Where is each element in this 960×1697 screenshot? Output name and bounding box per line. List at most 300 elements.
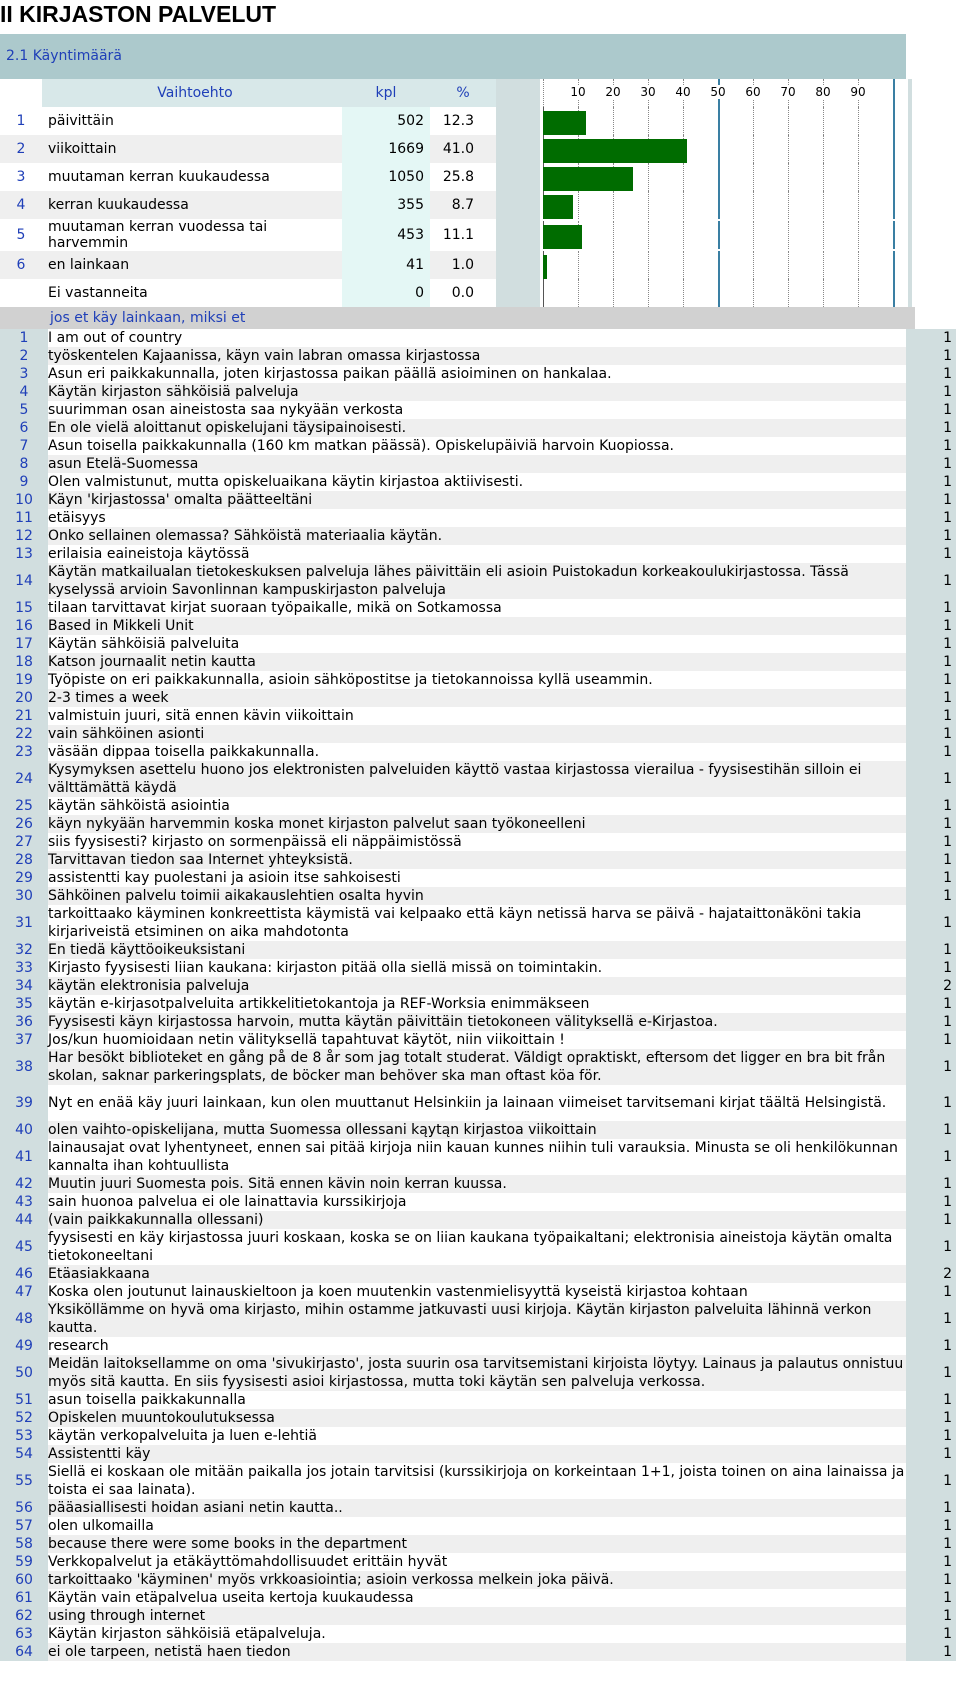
answer-count: 1: [906, 455, 956, 473]
option-end: [908, 219, 912, 251]
option-kpl: 0: [342, 279, 430, 307]
answer-row: [0, 869, 956, 887]
answer-row: [0, 437, 956, 455]
answer-row: [0, 887, 956, 905]
answer-count: 1: [906, 1391, 956, 1409]
answer-text: Har besökt biblioteket en gång på de 8 år som jag totalt studerat. Väldigt opraktiskt, eftersom det ligger en bra bit från skolan, saknar parkeringsplats, de böcker man behöver ska man oftast köa för.: [48, 1049, 906, 1085]
answer-count: 1: [906, 851, 956, 869]
option-pct: 8.7: [430, 191, 496, 219]
gridline: [823, 135, 824, 163]
answer-row: [0, 905, 956, 941]
option-gap: [496, 251, 540, 279]
answer-count: 2: [906, 977, 956, 995]
answer-text: using through internet: [48, 1607, 906, 1625]
answer-num: 58: [0, 1535, 48, 1553]
answer-num: 19: [0, 671, 48, 689]
answer-text: Käyn 'kirjastossa' omalta päätteeltäni: [48, 491, 906, 509]
answer-text: Koska olen joutunut lainauskieltoon ja koen muutenkin vastenmielisyyttä kyseistä kirjastoa kohtaan: [48, 1283, 906, 1301]
option-label: päivittäin: [42, 107, 342, 135]
gridline: [753, 135, 754, 163]
answer-count: 1: [906, 1049, 956, 1085]
answer-text: etäisyys: [48, 509, 906, 527]
answer-num: 3: [0, 365, 48, 383]
answer-count: 1: [906, 833, 956, 851]
option-label: viikoittain: [42, 135, 342, 163]
question-row: [0, 307, 915, 329]
answer-num: 26: [0, 815, 48, 833]
axis-tick-label: 60: [745, 85, 761, 99]
answer-row: [0, 797, 956, 815]
gridline: [683, 191, 684, 219]
gridline: [823, 163, 824, 191]
answer-count: 1: [906, 599, 956, 617]
answer-num: 29: [0, 869, 48, 887]
answer-num: 7: [0, 437, 48, 455]
option-row: [0, 251, 912, 279]
bar: [543, 139, 687, 163]
option-num: 4: [0, 191, 42, 219]
answer-text: fyysisesti en käy kirjastossa juuri koskaan, koska se on liian kaukana työpaikaltani; elektronisia aineistoja käytän omalta tietokoneeltani: [48, 1229, 906, 1265]
answer-text: (vain paikkakunnalla ollessani): [48, 1211, 906, 1229]
answer-num: 53: [0, 1427, 48, 1445]
answer-num: 48: [0, 1301, 48, 1337]
answer-count: 1: [906, 1031, 956, 1049]
answer-count: 1: [906, 869, 956, 887]
answer-row: [0, 1301, 956, 1337]
answer-row: [0, 1139, 956, 1175]
option-row: [0, 219, 912, 251]
question-num-cell: [0, 307, 44, 329]
answer-num: 36: [0, 1013, 48, 1031]
answer-row: [0, 1625, 956, 1643]
answer-num: 51: [0, 1391, 48, 1409]
axis-tick-label: 20: [605, 85, 621, 99]
answer-text: Jos/kun huomioidaan netin välityksellä tapahtuvat käytöt, niin viikoittain !: [48, 1031, 906, 1049]
answer-row: [0, 959, 956, 977]
option-gap: [496, 219, 540, 251]
option-chart-cell: [540, 251, 908, 279]
answer-num: 33: [0, 959, 48, 977]
answer-count: 1: [906, 1643, 956, 1661]
answer-count: 1: [906, 1211, 956, 1229]
answer-row: [0, 671, 956, 689]
axis-gridline: [543, 79, 544, 107]
answer-row: [0, 509, 956, 527]
answer-text: käytän elektronisia palveluja: [48, 977, 906, 995]
gridline: [613, 251, 614, 279]
answer-count: 1: [906, 797, 956, 815]
answer-num: 31: [0, 905, 48, 941]
answer-count: 1: [906, 725, 956, 743]
gridline: [613, 279, 614, 307]
answer-text: olen ulkomailla: [48, 1517, 906, 1535]
gridline: [718, 191, 720, 219]
answer-num: 34: [0, 977, 48, 995]
gridline: [683, 221, 684, 249]
answer-row: [0, 995, 956, 1013]
answer-row: [0, 1355, 956, 1391]
axis-tick-label: 30: [640, 85, 656, 99]
answer-row: [0, 491, 956, 509]
gridline: [858, 163, 859, 191]
chart-row: [540, 279, 908, 307]
answer-count: 1: [906, 743, 956, 761]
answer-text: Asun eri paikkakunnalla, joten kirjastossa paikan päällä asioiminen on hankalaa.: [48, 365, 906, 383]
answer-text: tarkoittaako 'käyminen' myös vrkkoasiointia; asioin verkossa melkein joka päivä.: [48, 1571, 906, 1589]
answer-row: [0, 1589, 956, 1607]
option-gap: [496, 191, 540, 219]
header-pct: %: [430, 79, 496, 107]
answer-text: Käytän kirjaston sähköisiä etäpalveluja.: [48, 1625, 906, 1643]
option-row: [0, 107, 912, 135]
answer-num: 21: [0, 707, 48, 725]
option-label: Ei vastanneita: [42, 279, 342, 307]
answer-text: tilaan tarvittavat kirjat suoraan työpaikalle, mikä on Sotkamossa: [48, 599, 906, 617]
answer-num: 38: [0, 1049, 48, 1085]
header-gap: [496, 79, 540, 107]
answer-count: 1: [906, 1445, 956, 1463]
answer-text: Onko sellainen olemassa? Sähköistä materiaalia käytän.: [48, 527, 906, 545]
option-kpl: 1050: [342, 163, 430, 191]
answer-count: 1: [906, 707, 956, 725]
chart-row: [540, 221, 908, 249]
answer-row: [0, 1283, 956, 1301]
answer-num: 37: [0, 1031, 48, 1049]
answer-text: Käytän matkailualan tietokeskuksen palveluja lähes päivittäin eli asioin Puistokadun korkeakoulukirjastossa. Tässä kyselyssä arvioin Savonlinnan kampuskirjaston palveluja: [48, 563, 906, 599]
gridline: [858, 107, 859, 135]
answer-row: [0, 563, 956, 599]
answer-text: Sähköinen palvelu toimii aikakauslehtien osalta hyvin: [48, 887, 906, 905]
option-pct: 11.1: [430, 219, 496, 251]
answer-count: 1: [906, 1175, 956, 1193]
answer-text: pääasiallisesti hoidan asiani netin kautta..: [48, 1499, 906, 1517]
gridline: [613, 107, 614, 135]
header-kpl: kpl: [342, 79, 430, 107]
answer-row: [0, 617, 956, 635]
gridline: [683, 163, 684, 191]
answer-num: 16: [0, 617, 48, 635]
option-chart-cell: [540, 135, 908, 163]
gridline: [823, 191, 824, 219]
gridline: [683, 279, 684, 307]
chart-row: [540, 191, 908, 219]
option-chart-cell: [540, 107, 908, 135]
answer-row: [0, 977, 956, 995]
answer-count: 1: [906, 329, 956, 347]
answer-row: [0, 1013, 956, 1031]
answer-row: [0, 1085, 956, 1121]
answer-count: 1: [906, 437, 956, 455]
answer-row: [0, 365, 956, 383]
answer-num: 24: [0, 761, 48, 797]
gridline: [858, 251, 859, 279]
axis-tick-label: 70: [780, 85, 796, 99]
axis-tick-label: 50: [710, 85, 726, 99]
gridline: [543, 279, 544, 307]
chart-row: [540, 163, 908, 191]
answer-text: Siellä ei koskaan ole mitään paikalla jos jotain tarvitsisi (kurssikirjoja on korkeintaan 1+1, joista toinen on aina lainaissa ja toista ei saa lainata).: [48, 1464, 905, 1498]
gridline: [788, 191, 789, 219]
gridline: [648, 251, 649, 279]
option-chart-cell: [540, 219, 908, 251]
answer-text: Meidän laitoksellamme on oma 'sivukirjasto', josta suurin osa tarvitsemistani kirjoista löytyy. Lainaus ja palautus onnistuu myös sitä kautta. En siis fyysisesti asioi kirjastossa, mutta toki käytän sen palveluja verkossa.: [48, 1355, 906, 1391]
gridline: [648, 221, 649, 249]
answer-text: Yksiköllämme on hyvä oma kirjasto, mihin ostamme jatkuvasti uusi kirjoja. Käytän kirjaston palveluita lähinnä verkon kautta.: [48, 1301, 906, 1337]
answer-row: [0, 707, 956, 725]
answer-num: 8: [0, 455, 48, 473]
answer-count: 1: [906, 401, 956, 419]
gridline: [578, 191, 579, 219]
answer-row: [0, 1535, 956, 1553]
answer-row: [0, 851, 956, 869]
gridline: [613, 221, 614, 249]
gridline: [753, 191, 754, 219]
option-num: 5: [0, 219, 42, 251]
bar: [543, 195, 573, 219]
option-gap: [496, 107, 540, 135]
answer-num: 22: [0, 725, 48, 743]
answer-count: 1: [906, 1499, 956, 1517]
gridline: [893, 221, 895, 249]
answer-row: [0, 1049, 956, 1085]
answer-count: 1: [906, 689, 956, 707]
answer-text: erilaisia eaineistoja käytössä: [48, 545, 906, 563]
option-gap: [496, 279, 540, 307]
answer-row: [0, 1121, 956, 1139]
gridline: [648, 191, 649, 219]
gridline: [893, 251, 895, 279]
bar: [543, 225, 582, 249]
answer-num: 32: [0, 941, 48, 959]
answer-count: 1: [906, 1535, 956, 1553]
header-num-cell: [0, 79, 42, 107]
gridline: [683, 107, 684, 135]
option-kpl: 41: [342, 251, 430, 279]
answer-count: 1: [906, 1553, 956, 1571]
option-label: muutaman kerran kuukaudessa: [42, 163, 342, 191]
gridline: [858, 191, 859, 219]
gridline: [893, 107, 895, 135]
answer-row: [0, 1211, 956, 1229]
answer-num: 59: [0, 1553, 48, 1571]
answer-text: käytän e-kirjasotpalveluita artikkelitietokantoja ja REF-Worksia enimmäkseen: [48, 995, 906, 1013]
gridline: [718, 107, 720, 135]
option-end: [908, 163, 912, 191]
answer-count: 1: [906, 905, 956, 941]
answer-count: 1: [906, 1193, 956, 1211]
answer-num: 5: [0, 401, 48, 419]
gridline: [683, 251, 684, 279]
answer-num: 42: [0, 1175, 48, 1193]
answer-row: [0, 1553, 956, 1571]
gridline: [893, 279, 895, 307]
answer-row: [0, 1337, 956, 1355]
option-end: [908, 251, 912, 279]
question-table: [0, 307, 915, 329]
option-chart-cell: [540, 163, 908, 191]
header-end: [908, 79, 912, 107]
answer-text: Assistentti käy: [48, 1445, 906, 1463]
answer-num: 63: [0, 1625, 48, 1643]
answer-row: [0, 1427, 956, 1445]
answer-text: Based in Mikkeli Unit: [48, 617, 906, 635]
option-num: 3: [0, 163, 42, 191]
gridline: [788, 135, 789, 163]
gridline: [753, 107, 754, 135]
gridline: [823, 251, 824, 279]
answer-text: Käytän sähköisiä palveluita: [48, 635, 906, 653]
option-gap: [496, 163, 540, 191]
answer-text: Käytän vain etäpalvelua useita kertoja kuukaudessa: [48, 1589, 906, 1607]
chart-row: [540, 135, 908, 163]
answer-num: 1: [0, 329, 48, 347]
answer-count: 1: [906, 959, 956, 977]
gridline: [893, 163, 895, 191]
answer-num: 39: [0, 1085, 48, 1121]
answer-count: 1: [906, 1301, 956, 1337]
answer-count: 1: [906, 995, 956, 1013]
option-row: [0, 279, 912, 307]
answer-count: 1: [906, 1283, 956, 1301]
answer-num: 46: [0, 1265, 48, 1283]
gridline: [753, 163, 754, 191]
answer-num: 47: [0, 1283, 48, 1301]
answer-text: asun toisella paikkakunnalla: [48, 1391, 906, 1409]
gridline: [718, 221, 720, 249]
answer-count: 1: [906, 1355, 956, 1391]
answer-row: [0, 1571, 956, 1589]
answer-count: 1: [906, 653, 956, 671]
answer-text: asun Etelä-Suomessa: [48, 455, 906, 473]
option-num: 6: [0, 251, 42, 279]
answer-text: vain sähköinen asionti: [48, 725, 906, 743]
header-option: Vaihtoehto: [42, 79, 342, 107]
answers-table: [0, 329, 956, 1661]
option-pct: 41.0: [430, 135, 496, 163]
gridline: [788, 107, 789, 135]
answer-row: [0, 383, 956, 401]
answer-num: 2: [0, 347, 48, 365]
answer-count: 1: [906, 563, 956, 599]
answer-num: 40: [0, 1121, 48, 1139]
section-title: 2.1 Käyntimäärä: [0, 34, 906, 79]
answer-num: 23: [0, 743, 48, 761]
answer-text: ei ole tarpeen, netistä haen tiedon: [48, 1643, 906, 1661]
answer-num: 30: [0, 887, 48, 905]
option-num: [0, 279, 42, 307]
gridline: [613, 191, 614, 219]
answer-count: 1: [906, 1337, 956, 1355]
frequency-table-header: [0, 79, 912, 107]
answer-row: [0, 941, 956, 959]
answer-text: En ole vielä aloittanut opiskelujani täysipainoisesti.: [48, 419, 906, 437]
answer-row: [0, 455, 956, 473]
gridline: [578, 279, 579, 307]
answer-row: [0, 1607, 956, 1625]
answer-num: 12: [0, 527, 48, 545]
gridline: [788, 221, 789, 249]
gridline: [858, 221, 859, 249]
answer-count: 1: [906, 941, 956, 959]
answer-text: Fyysisesti käyn kirjastossa harvoin, mutta käytän päivittäin tietokoneen välityksellä e-Kirjastoa.: [48, 1013, 906, 1031]
answer-num: 11: [0, 509, 48, 527]
answer-count: 1: [906, 509, 956, 527]
option-label: kerran kuukaudessa: [42, 191, 342, 219]
answer-text: Katson journaalit netin kautta: [48, 653, 906, 671]
gridline: [718, 251, 720, 279]
gridline: [648, 163, 649, 191]
page-title: II KIRJASTON PALVELUT: [0, 1, 277, 27]
chart-axis-cell: [540, 79, 908, 107]
answer-text: Työpiste on eri paikkakunnalla, asioin sähköpostitse ja tietokannoissa kyllä useammin.: [48, 671, 906, 689]
option-pct: 25.8: [430, 163, 496, 191]
answer-count: 1: [906, 1463, 956, 1499]
gridline: [788, 163, 789, 191]
answer-count: 1: [906, 347, 956, 365]
answer-num: 45: [0, 1229, 48, 1265]
axis-tick-label: 80: [815, 85, 831, 99]
answer-row: [0, 743, 956, 761]
option-chart-cell: [540, 191, 908, 219]
answer-num: 17: [0, 635, 48, 653]
gridline: [578, 251, 579, 279]
gridline: [858, 279, 859, 307]
answer-row: [0, 833, 956, 851]
option-label: muutaman kerran vuodessa tai harvemmin: [42, 219, 342, 251]
answer-text: tarkoittaako käyminen konkreettista käymistä vai kelpaako että käyn netissä harva se päivä - hajataittonäköni takia kirjariveistä etsiminen on aika mahdotonta: [48, 905, 906, 941]
option-end: [908, 279, 912, 307]
answer-text: väsään dippaa toisella paikkakunnalla.: [48, 743, 906, 761]
answer-row: [0, 1409, 956, 1427]
answer-text: siis fyysisesti? kirjasto on sormenpäissä eli näppäimistössä: [48, 833, 906, 851]
gridline: [823, 221, 824, 249]
answer-count: 1: [906, 1589, 956, 1607]
option-kpl: 1669: [342, 135, 430, 163]
gridline: [893, 135, 895, 163]
answer-count: 1: [906, 365, 956, 383]
answer-num: 4: [0, 383, 48, 401]
option-row: [0, 135, 912, 163]
answer-num: 54: [0, 1445, 48, 1463]
answer-row: [0, 653, 956, 671]
chart-row: [540, 107, 908, 135]
answer-row: [0, 1391, 956, 1409]
answer-num: 60: [0, 1571, 48, 1589]
answer-text: 2-3 times a week: [48, 689, 906, 707]
answer-row: [0, 1229, 956, 1265]
answer-count: 2: [906, 1265, 956, 1283]
answer-text: valmistuin juuri, sitä ennen kävin viikoittain: [48, 707, 906, 725]
answer-num: 25: [0, 797, 48, 815]
question-label: jos et käy lainkaan, miksi et: [44, 307, 915, 329]
answer-num: 57: [0, 1517, 48, 1535]
answer-num: 18: [0, 653, 48, 671]
gridline: [753, 251, 754, 279]
gridline: [893, 191, 895, 219]
option-pct: 1.0: [430, 251, 496, 279]
answer-row: [0, 419, 956, 437]
bar: [543, 255, 547, 279]
answer-num: 9: [0, 473, 48, 491]
answer-count: 1: [906, 1427, 956, 1445]
answer-count: 1: [906, 887, 956, 905]
option-pct: 0.0: [430, 279, 496, 307]
answer-num: 13: [0, 545, 48, 563]
axis-tick-label: 40: [675, 85, 691, 99]
answer-row: [0, 1463, 956, 1499]
answer-num: 50: [0, 1355, 48, 1391]
option-end: [908, 107, 912, 135]
